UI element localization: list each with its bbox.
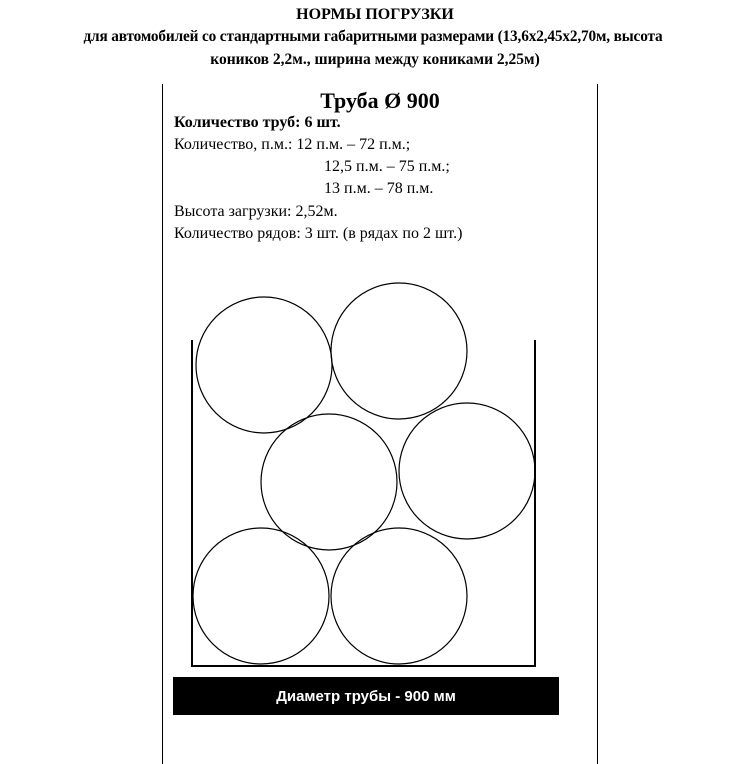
document-title: НОРМЫ ПОГРУЗКИ — [296, 6, 454, 23]
truck-bed-outline — [192, 340, 535, 666]
pipe-diameter-banner: Диаметр трубы - 900 мм — [173, 677, 559, 715]
quantity-line: Количество, п.м.: 12 п.м. – 72 п.м.; — [174, 136, 411, 153]
quantity-line-3: 13 п.м. – 78 п.м. — [324, 180, 434, 197]
load-height: Высота загрузки: 2,52м. — [174, 203, 338, 220]
pipe-circle — [331, 528, 467, 664]
rows-count: Количество рядов: 3 шт. (в рядах по 2 шт.) — [174, 225, 463, 242]
document-subtitle-line1: для автомобилей со стандартными габаритными размерами (13,6х2,45х2,70м, высота — [83, 28, 663, 45]
document-subtitle-line2: коников 2,2м., ширина между кониками 2,25м) — [210, 51, 540, 68]
pipe-circle — [331, 283, 467, 419]
pipe-circle — [399, 403, 535, 539]
loading-norm-panel — [162, 84, 598, 764]
quantity-line-2: 12,5 п.м. – 75 п.м.; — [324, 158, 450, 175]
pipe-title: Труба Ø 900 — [320, 88, 440, 113]
pipe-stacking-diagram — [163, 84, 597, 684]
pipe-circle — [193, 528, 329, 664]
pipe-circle — [196, 297, 332, 433]
pipe-count: Количество труб: 6 шт. — [174, 114, 341, 131]
pipe-circle — [261, 414, 397, 550]
